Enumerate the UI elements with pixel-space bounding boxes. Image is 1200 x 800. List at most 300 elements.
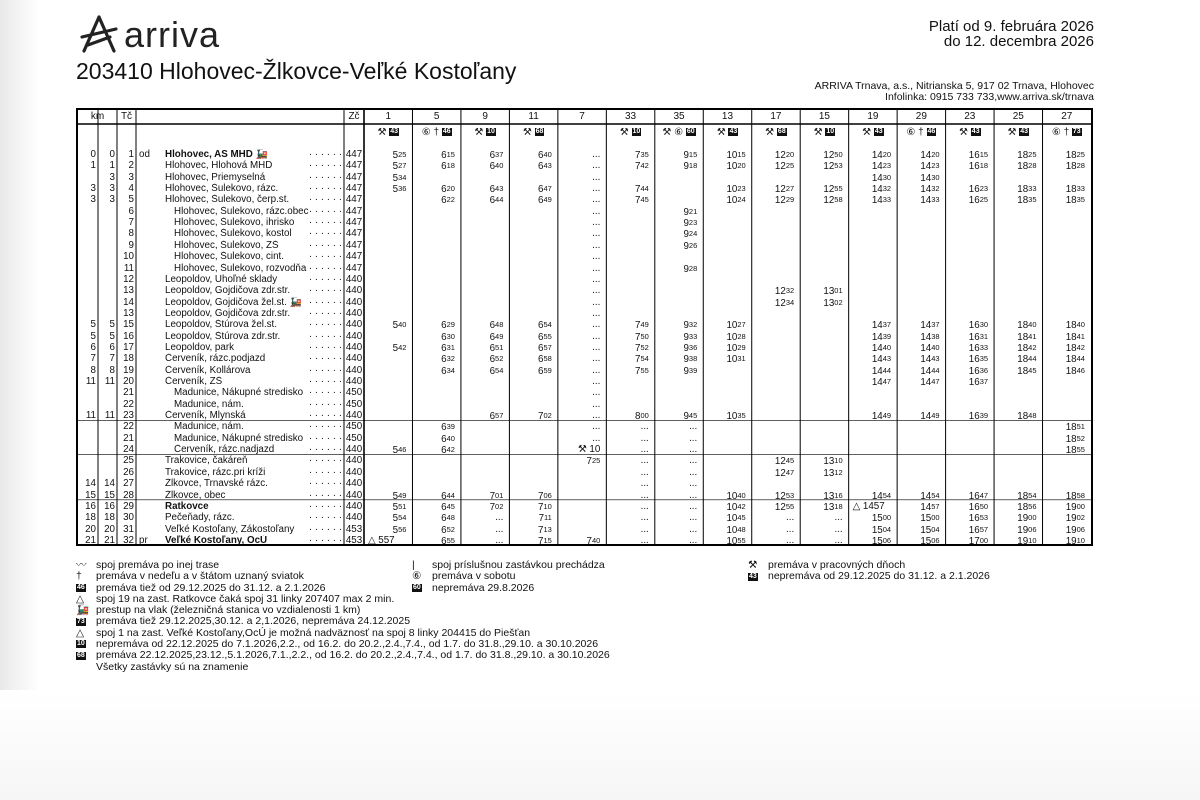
trip-restriction-marks: ⚒ 10 — [619, 127, 641, 138]
legend-text: premáva tiež od 29.12.2025 do 31.12. a 2.1.2026 — [96, 581, 326, 594]
departure-time: △ 557 — [368, 534, 395, 546]
leader-dots: · · · · · · — [308, 364, 342, 376]
departure-time: 540 — [392, 320, 407, 332]
legend-right — [748, 560, 1088, 583]
departure-time: 1500 — [871, 513, 892, 525]
km-value: 15 — [85, 489, 96, 501]
departure-time: 702 — [538, 411, 552, 423]
legend-symbol: 10 — [77, 640, 85, 648]
departure-time: 1848 — [1017, 411, 1037, 423]
departure-time: 1841 — [1065, 331, 1085, 343]
leader-dots: · · · · · · — [308, 410, 342, 422]
trip-number-header: 5 — [433, 111, 440, 122]
zone-number: 440 — [345, 341, 363, 353]
departure-time: ... — [640, 489, 649, 501]
leader-dots: · · · · · · — [308, 330, 342, 342]
departure-time: 1842 — [1065, 342, 1085, 354]
departure-time: 657 — [489, 411, 504, 423]
departure-time: 1255 — [823, 184, 843, 196]
km-value: 5 — [109, 319, 115, 331]
tariff-zone-number: 22 — [123, 398, 134, 410]
departure-time: 618 — [441, 161, 455, 173]
legend-text: spoj príslušnou zastávkou prechádza — [432, 559, 605, 571]
arriva-logo — [78, 14, 220, 56]
departure-time: 1023 — [726, 184, 746, 196]
trip-number-header: 11 — [528, 111, 539, 122]
zone-number: 440 — [345, 364, 363, 376]
trip-restriction-marks: ⚒ 43 — [377, 127, 398, 138]
zone-number: 440 — [345, 410, 363, 422]
km-value: 3 — [90, 183, 96, 195]
departure-time: 637 — [489, 150, 504, 161]
logo-text: arriva — [124, 14, 221, 55]
legend-symbol: 🚂 — [76, 604, 90, 617]
company-address: ARRIVA Trnava, a.s., Nitrianska 5, 917 02 Trnava, Hlohovec — [814, 80, 1094, 92]
departure-time: 640 — [489, 161, 504, 173]
departure-time: ... — [689, 512, 698, 524]
departure-time: ... — [592, 183, 601, 195]
departure-time: 1227 — [774, 184, 795, 196]
departure-time: 1048 — [726, 524, 746, 536]
km-value: 21 — [85, 534, 96, 546]
leader-dots: · · · · · · — [308, 285, 342, 297]
trip-number-header: 17 — [770, 111, 782, 122]
stop-name: Hlohovec, Šulekovo, čerp.st. — [165, 194, 290, 206]
km-value: 8 — [90, 364, 96, 376]
departure-time: ... — [786, 512, 795, 524]
departure-time: ⚒ 10 — [577, 444, 601, 456]
departure-time: 527 — [392, 161, 407, 173]
departure-time: 644 — [441, 490, 455, 502]
zone-number: 440 — [345, 285, 363, 297]
leader-dots: · · · · · · — [308, 341, 342, 353]
trip-number-header: 23 — [964, 111, 976, 122]
departure-time: 740 — [586, 535, 601, 547]
infoline: Infolinka: 0915 733 733,www.arriva.sk/trnava — [885, 91, 1094, 103]
departure-time: 1504 — [871, 524, 892, 536]
stop-name: Trakovice, čakáreň — [165, 455, 248, 467]
departure-time: ... — [640, 523, 649, 535]
departure-time: ... — [592, 353, 601, 365]
departure-time: ... — [592, 160, 601, 172]
trip-restriction-marks: ⚒ 43 — [716, 127, 738, 138]
departure-time: 1438 — [920, 331, 940, 343]
leader-dots: · · · · · · — [308, 319, 342, 331]
departure-time: ... — [592, 330, 601, 342]
departure-time: ... — [786, 523, 795, 535]
direction-marker: od — [139, 149, 150, 160]
departure-time: 657 — [538, 342, 552, 354]
departure-time: 1851 — [1065, 422, 1085, 434]
departure-time: 1225 — [774, 161, 795, 173]
km-value: 6 — [109, 341, 115, 353]
legend-symbol: 43 — [749, 572, 757, 580]
departure-time: 652 — [441, 524, 455, 536]
departure-time: 1457 — [920, 501, 940, 513]
tariff-zone-number: 28 — [123, 489, 134, 501]
tariff-zone-number: 29 — [123, 500, 134, 512]
stop-name: Hlohovec, AS MHD 🚂 — [165, 149, 268, 160]
zone-number: 440 — [345, 296, 363, 308]
trip-restriction-marks: ⚒ ⑥ 60 — [662, 127, 695, 138]
departure-time: ... — [689, 466, 698, 478]
departure-time: 1844 — [1017, 354, 1037, 366]
tariff-zone-number: 10 — [123, 251, 134, 263]
departure-time: ... — [592, 228, 601, 240]
departure-time: 945 — [683, 411, 698, 423]
tariff-zone-number: 11 — [123, 262, 134, 274]
departure-time: 1636 — [968, 365, 989, 377]
leader-dots: · · · · · · — [308, 262, 342, 274]
departure-time: 1844 — [1065, 354, 1085, 366]
legend-text: prestup na vlak (železničná stanica vo vzdialenosti 1 km) — [96, 604, 361, 617]
stop-name: Veľké Kostoľany, Zákostoľany — [165, 523, 295, 535]
departure-time: 742 — [634, 161, 649, 173]
tariff-zone-number: 25 — [123, 455, 134, 467]
direction-marker: pr — [139, 534, 148, 546]
stop-name: Leopoldov, Štúrova žel.st. — [165, 319, 278, 331]
departure-time: 1447 — [871, 377, 892, 388]
stop-name: Ratkovce — [165, 500, 209, 512]
departure-time: 1618 — [968, 161, 989, 173]
zone-number: 447 — [345, 171, 363, 183]
km-value: 7 — [109, 353, 115, 365]
km-value: 7 — [90, 353, 96, 365]
stop-name: Hlohovec, Šulekovo, rázc.obec — [174, 205, 309, 217]
departure-time: 1255 — [774, 501, 795, 513]
trip-number-header: 27 — [1061, 111, 1073, 122]
departure-time: 755 — [634, 365, 649, 377]
stop-name: Trakovice, rázc.pri kríži — [165, 466, 266, 478]
departure-time: 1035 — [726, 411, 746, 423]
departure-time: 536 — [392, 184, 407, 196]
tariff-zone-number: 21 — [123, 432, 134, 444]
stop-name: Červeník, rázc.podjazd — [165, 353, 266, 365]
departure-time: 1506 — [871, 535, 892, 547]
departure-time: 1906 — [1017, 524, 1037, 536]
departure-time: 1433 — [920, 195, 940, 207]
zone-number: 447 — [345, 239, 363, 251]
departure-time: ... — [592, 171, 601, 183]
departure-time: 1615 — [968, 150, 989, 161]
departure-time: 702 — [489, 501, 504, 513]
leader-dots: · · · · · · — [308, 444, 342, 456]
departure-time: 534 — [392, 172, 407, 184]
km-value: 3 — [109, 183, 115, 195]
departure-time: 745 — [634, 195, 649, 207]
departure-time: ... — [592, 217, 601, 229]
departure-time: ... — [640, 466, 649, 478]
tariff-zone-number: 21 — [123, 387, 134, 399]
departure-time: 1310 — [823, 456, 843, 468]
departure-time: 639 — [441, 422, 455, 434]
departure-time: 659 — [538, 365, 552, 377]
trip-number-header: 13 — [721, 111, 734, 122]
km-value: 14 — [104, 478, 115, 490]
departure-time: 1437 — [920, 320, 940, 332]
departure-time: 932 — [683, 320, 698, 332]
departure-time: 1852 — [1065, 433, 1085, 445]
departure-time: ... — [592, 262, 601, 274]
departure-time: 1637 — [968, 377, 989, 388]
departure-time: 1846 — [1065, 365, 1085, 377]
legend-symbol: † — [76, 570, 82, 583]
zone-number: 440 — [345, 512, 363, 524]
departure-time: ... — [834, 534, 843, 546]
leader-dots: · · · · · · — [308, 398, 342, 410]
legend-text: spoj 1 na zast. Veľké Kostoľany,OcÚ je možná nadväznosť na spoj 8 linky 204415 do Piešťan — [96, 626, 531, 639]
departure-time: 1647 — [968, 490, 989, 502]
departure-time: 1855 — [1065, 445, 1085, 457]
zone-number: 447 — [345, 228, 363, 240]
arriva-logo-icon — [78, 15, 120, 55]
departure-time: 1312 — [823, 467, 843, 479]
departure-time: 1650 — [968, 501, 989, 513]
departure-time: 643 — [538, 161, 552, 173]
tariff-zone-number: 9 — [128, 239, 134, 251]
zone-number: 447 — [345, 160, 363, 172]
stop-name: Leopoldov, Gojdičova zdr.str. — [165, 285, 291, 297]
legend-text: premáva 22.12.2025,23.12.,5.1.2026,7.1.,2.2., od 16.2. do 20.2.,2.4.,7.4., od 1.7. do 31.8.,29.10. a 30.10.2026 — [96, 649, 610, 662]
departure-time: 1432 — [920, 184, 940, 196]
departure-time: 1900 — [1017, 513, 1037, 525]
legend-text: spoj premáva po inej trase — [96, 559, 220, 571]
departure-time: 1454 — [920, 490, 940, 502]
departure-time: 921 — [683, 206, 698, 218]
departure-time: ... — [495, 534, 504, 546]
departure-time: ... — [689, 455, 698, 467]
departure-time: ... — [640, 444, 649, 456]
departure-time: 655 — [441, 535, 455, 547]
departure-time: 926 — [683, 240, 698, 252]
legend-text: premáva tiež 29.12.2025,30.12. a 2,1.2026, nepremáva 24.12.2025 — [96, 615, 411, 628]
trip-restriction-marks: ⑥ † 46 — [421, 127, 451, 138]
tariff-zone-number: 26 — [123, 466, 134, 478]
leader-dots: · · · · · · — [308, 512, 342, 524]
departure-time: 1828 — [1065, 161, 1085, 173]
departure-time: 1253 — [774, 490, 795, 502]
zone-number: 440 — [345, 478, 363, 490]
legend-text: nepremáva od 29.12.2025 do 31.12. a 2.1.2026 — [768, 570, 990, 583]
tariff-zone-number: 4 — [128, 183, 134, 195]
departure-time: 648 — [489, 320, 504, 332]
stop-name: Hlohovec, Priemyselná — [165, 171, 266, 183]
stop-name: Hlohovec, Hlohová MHD — [165, 160, 273, 172]
km-value: 11 — [85, 376, 96, 387]
page-title: 203410 Hlohovec-Žlkovce-Veľké Kostoľany — [76, 58, 517, 84]
departure-time: 1443 — [871, 354, 892, 366]
tariff-zone-number: 27 — [123, 478, 134, 490]
departure-time: 554 — [392, 513, 407, 525]
departure-time: 1833 — [1017, 184, 1037, 196]
legend-item — [412, 583, 732, 594]
departure-time: ... — [592, 341, 601, 353]
valid-from: Platí od 9. februára 2026 — [928, 18, 1094, 35]
leader-dots: · · · · · · — [308, 489, 342, 501]
stop-name: Červeník, ZŠ — [165, 376, 223, 387]
departure-time: 1420 — [871, 150, 892, 161]
departure-time: 1842 — [1017, 342, 1037, 354]
km-value: 21 — [104, 534, 115, 546]
departure-time: 1245 — [774, 456, 795, 468]
departure-time: 1902 — [1065, 513, 1085, 525]
departure-time: ... — [689, 500, 698, 512]
departure-time: ... — [592, 387, 601, 399]
km-value: 5 — [90, 319, 96, 331]
leader-dots: · · · · · · — [308, 523, 342, 535]
departure-time: 1316 — [823, 490, 843, 502]
departure-time: 1220 — [774, 150, 795, 161]
km-value: 18 — [85, 512, 96, 524]
legend-symbol: △ — [76, 592, 85, 605]
departure-time: ... — [640, 432, 649, 444]
leader-dots: · · · · · · — [308, 217, 342, 229]
header-zc: Zč — [348, 111, 360, 122]
stop-name: Hlohovec, Šulekovo, cint. — [174, 251, 284, 263]
departure-time: 649 — [538, 195, 552, 207]
stop-name: Hlohovec, Šulekovo, rozvodňa — [174, 262, 307, 274]
departure-time: 1835 — [1065, 195, 1085, 207]
stop-name: Leopoldov, Štúrova zdr.str. — [165, 330, 281, 342]
departure-time: 546 — [392, 445, 407, 457]
departure-time: 725 — [586, 456, 601, 468]
zone-number: 450 — [345, 398, 363, 410]
departure-time: 1625 — [968, 195, 989, 207]
departure-time: 1835 — [1017, 195, 1037, 207]
stop-name: Červeník, rázc.nadjazd — [174, 444, 275, 456]
leader-dots: · · · · · · — [308, 376, 342, 387]
stop-name: Pečeňady, rázc. — [165, 512, 235, 524]
departure-time: 924 — [683, 229, 698, 241]
km-value: 0 — [109, 149, 115, 160]
departure-time: 1229 — [774, 195, 795, 207]
leader-dots: · · · · · · — [308, 171, 342, 183]
legend-middle — [412, 560, 732, 594]
zone-number: 450 — [345, 387, 363, 399]
departure-time: 1258 — [823, 195, 843, 207]
trip-restriction-marks: ⚒ 43 — [1007, 127, 1029, 138]
leader-dots: · · · · · · — [308, 251, 342, 263]
trip-number-header: 1 — [385, 111, 391, 122]
stop-name: Leopoldov, park — [165, 341, 234, 353]
departure-time: ... — [592, 273, 601, 285]
leader-dots: · · · · · · — [308, 421, 342, 433]
stop-name: Červeník, Kollárova — [165, 364, 251, 376]
departure-time: 1449 — [920, 411, 940, 423]
departure-time: ... — [495, 512, 504, 524]
departure-time: 630 — [441, 331, 455, 343]
leader-dots: · · · · · · — [308, 534, 342, 546]
departure-time: ... — [592, 251, 601, 263]
trip-restriction-marks: ⚒ 68 — [522, 127, 544, 138]
departure-time: 1623 — [968, 184, 989, 196]
departure-time: 622 — [441, 195, 455, 207]
departure-time: ... — [689, 478, 698, 490]
departure-time: 1854 — [1017, 490, 1037, 502]
departure-time: 1444 — [920, 365, 940, 377]
departure-time: 1500 — [920, 513, 940, 525]
stop-name: Madunice, Nákupné stredisko — [174, 387, 304, 399]
km-value: 1 — [90, 160, 96, 172]
departure-time: 640 — [441, 433, 455, 445]
departure-time: 1833 — [1065, 184, 1085, 196]
zone-number: 440 — [345, 353, 363, 365]
departure-time: 654 — [538, 320, 552, 332]
trip-restriction-marks: ⚒ 43 — [959, 127, 980, 138]
trip-restriction-marks: ⚒ 10 — [474, 127, 495, 138]
tariff-zone-number: 17 — [123, 341, 134, 353]
departure-time: 1423 — [871, 161, 892, 173]
tariff-zone-number: 24 — [123, 444, 134, 456]
km-value: 1 — [109, 160, 115, 172]
departure-time: 711 — [538, 513, 552, 525]
zone-number: 440 — [345, 455, 363, 467]
departure-time: 1840 — [1017, 320, 1037, 332]
zone-number: 440 — [345, 376, 363, 387]
zone-number: 447 — [345, 194, 363, 206]
departure-time: 1247 — [774, 467, 795, 479]
leader-dots: · · · · · · — [308, 387, 342, 399]
departure-time: ... — [640, 455, 649, 467]
departure-time: 800 — [634, 411, 649, 423]
scan-shadow-left — [0, 0, 40, 800]
departure-time: 1028 — [726, 331, 746, 343]
valid-to: do 12. decembra 2026 — [943, 33, 1094, 50]
departure-time: 1430 — [920, 172, 940, 184]
km-value: 11 — [85, 410, 96, 422]
departure-time: 658 — [538, 354, 552, 366]
departure-time: ... — [592, 421, 601, 433]
leader-dots: · · · · · · — [308, 160, 342, 172]
leader-dots: · · · · · · — [308, 353, 342, 365]
leader-dots: · · · · · · — [308, 466, 342, 478]
departure-time: 1443 — [920, 354, 940, 366]
departure-time: ... — [640, 512, 649, 524]
departure-time: 654 — [489, 365, 504, 377]
legend-symbol: 46 — [77, 583, 85, 591]
tariff-zone-number: 14 — [123, 296, 134, 308]
departure-time: 1439 — [871, 331, 892, 343]
km-value: 20 — [85, 523, 96, 535]
tariff-zone-number: 3 — [128, 171, 134, 183]
departure-time: 643 — [489, 184, 504, 196]
tariff-zone-number: 1 — [128, 149, 134, 160]
departure-time: ... — [834, 523, 843, 535]
departure-time: 933 — [683, 331, 698, 343]
trip-number-header: 29 — [915, 111, 927, 122]
departure-time: 651 — [489, 342, 504, 354]
departure-time: 1015 — [726, 150, 746, 161]
stop-name: Leopoldov, Gojdičova žel.st. 🚂 — [165, 296, 302, 308]
legend-item — [748, 571, 1088, 582]
scan-shadow-bottom — [0, 690, 1200, 800]
departure-time: 642 — [441, 445, 455, 457]
departure-time: 1700 — [968, 535, 989, 547]
stop-name: Hlohovec, Šulekovo, ihrisko — [174, 217, 295, 229]
departure-time: 1055 — [726, 535, 746, 547]
leader-dots: · · · · · · — [308, 183, 342, 195]
departure-time: 1910 — [1065, 535, 1085, 547]
tariff-zone-number: 19 — [123, 364, 134, 376]
departure-time: 1631 — [968, 331, 989, 343]
tariff-zone-number: 20 — [123, 376, 134, 387]
km-value: 3 — [109, 194, 115, 206]
zone-number: 447 — [345, 205, 363, 217]
legend-text: premáva v pracovných dňoch — [768, 559, 906, 571]
zone-number: 440 — [345, 466, 363, 478]
departure-time: 1653 — [968, 513, 989, 525]
departure-time: 928 — [683, 263, 698, 275]
